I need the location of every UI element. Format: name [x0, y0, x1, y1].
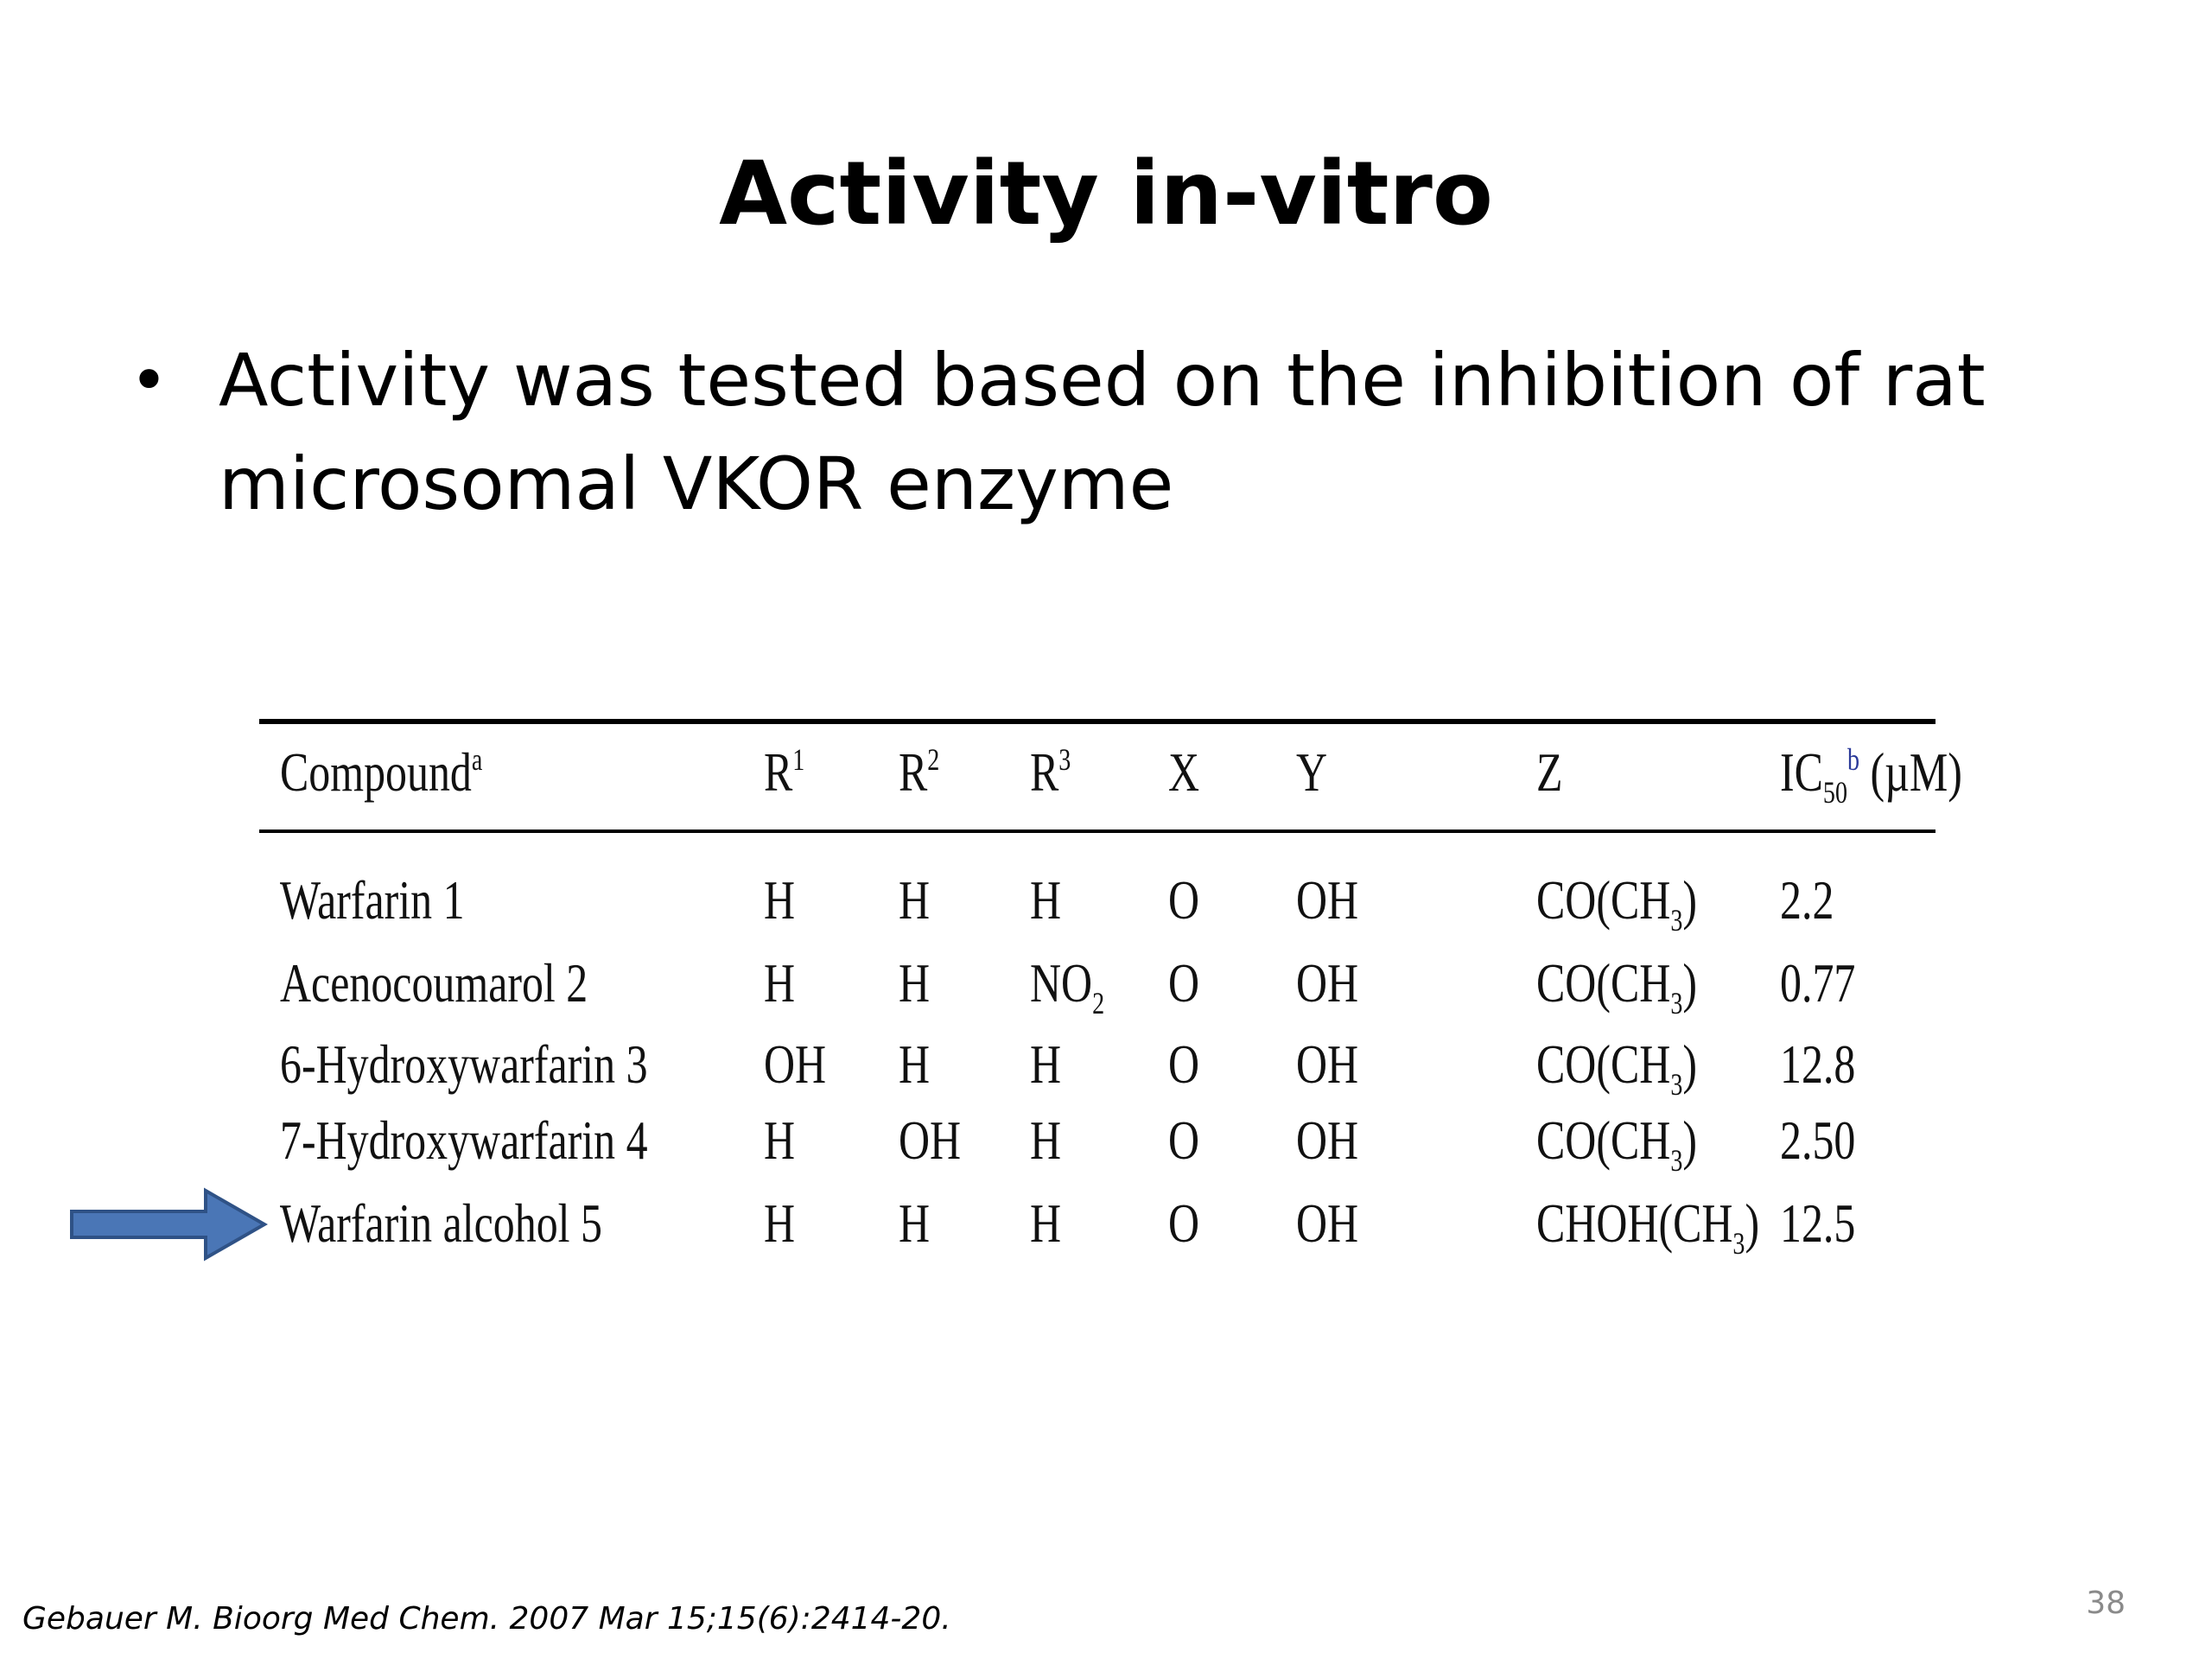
cell-z: $CO(CH_3)$	[1536, 1033, 1697, 1102]
bullet-text: Activity was tested based on the inhibition of rat microsomal VKOR enzyme	[219, 338, 1986, 526]
cell-compound: 6-Hydroxywarfarin 3	[280, 1033, 648, 1095]
table-header-rule	[259, 830, 1936, 833]
cell-r1: H	[764, 869, 796, 931]
cell-r2: H	[899, 1033, 931, 1095]
cell-compound: Warfarin 1	[280, 869, 465, 931]
cell-r1: H	[764, 1109, 796, 1171]
cell-r3: H	[1030, 869, 1062, 931]
cell-z: $CO(CH_3)$	[1536, 869, 1697, 938]
cell-x: O	[1168, 1033, 1200, 1095]
cell-ic50: 0.77	[1780, 952, 1856, 1014]
cell-x: O	[1168, 1109, 1200, 1171]
cell-z: $CHOH(CH_3)$	[1536, 1192, 1760, 1261]
cell-compound: Acenocoumarol 2	[280, 952, 588, 1014]
header-ic50: $IC_{50}^b$ (µM)	[1780, 741, 1962, 810]
cell-compound: Warfarin alcohol 5	[280, 1192, 602, 1254]
cell-r3: H	[1030, 1109, 1062, 1171]
cell-r3: H	[1030, 1192, 1062, 1254]
header-x: X	[1168, 741, 1200, 803]
cell-compound: 7-Hydroxywarfarin 4	[280, 1109, 648, 1171]
cell-z: $CO(CH_3)$	[1536, 952, 1697, 1020]
cell-r1: OH	[764, 1033, 827, 1095]
cell-x: O	[1168, 869, 1200, 931]
cell-r3: $NO_2$	[1030, 952, 1105, 1020]
right-arrow-icon	[69, 1185, 268, 1263]
cell-r2: H	[899, 952, 931, 1014]
cell-r3: H	[1030, 1033, 1062, 1095]
cell-ic50: 2.2	[1780, 869, 1834, 931]
cell-y: OH	[1296, 1192, 1359, 1254]
page-number: 38	[2086, 1586, 2126, 1621]
cell-x: O	[1168, 1192, 1200, 1254]
cell-r1: H	[764, 952, 796, 1014]
cell-y: OH	[1296, 869, 1359, 931]
header-compound: Compound$^a$	[280, 741, 483, 803]
cell-y: OH	[1296, 1033, 1359, 1095]
cell-r2: H	[899, 869, 931, 931]
cell-r1: H	[764, 1192, 796, 1254]
table-top-rule	[259, 719, 1936, 724]
cell-ic50: 2.50	[1780, 1109, 1856, 1171]
cell-x: O	[1168, 952, 1200, 1014]
bullet-dot-icon: •	[130, 341, 168, 418]
header-z: Z	[1536, 741, 1563, 803]
cell-r2: OH	[899, 1109, 962, 1171]
header-y: Y	[1296, 741, 1328, 803]
citation: Gebauer M. Bioorg Med Chem. 2007 Mar 15;15(6):2414-20.	[22, 1601, 951, 1637]
header-r3: $R^3$	[1030, 741, 1071, 803]
cell-ic50: 12.8	[1780, 1033, 1856, 1095]
slide-title: Activity in-vitro	[719, 143, 1493, 245]
cell-ic50: 12.5	[1780, 1192, 1856, 1254]
header-r1: $R^1$	[764, 741, 805, 803]
cell-y: OH	[1296, 1109, 1359, 1171]
cell-y: OH	[1296, 952, 1359, 1014]
header-r2: $R^2$	[899, 741, 940, 803]
cell-r2: H	[899, 1192, 931, 1254]
cell-z: $CO(CH_3)$	[1536, 1109, 1697, 1178]
